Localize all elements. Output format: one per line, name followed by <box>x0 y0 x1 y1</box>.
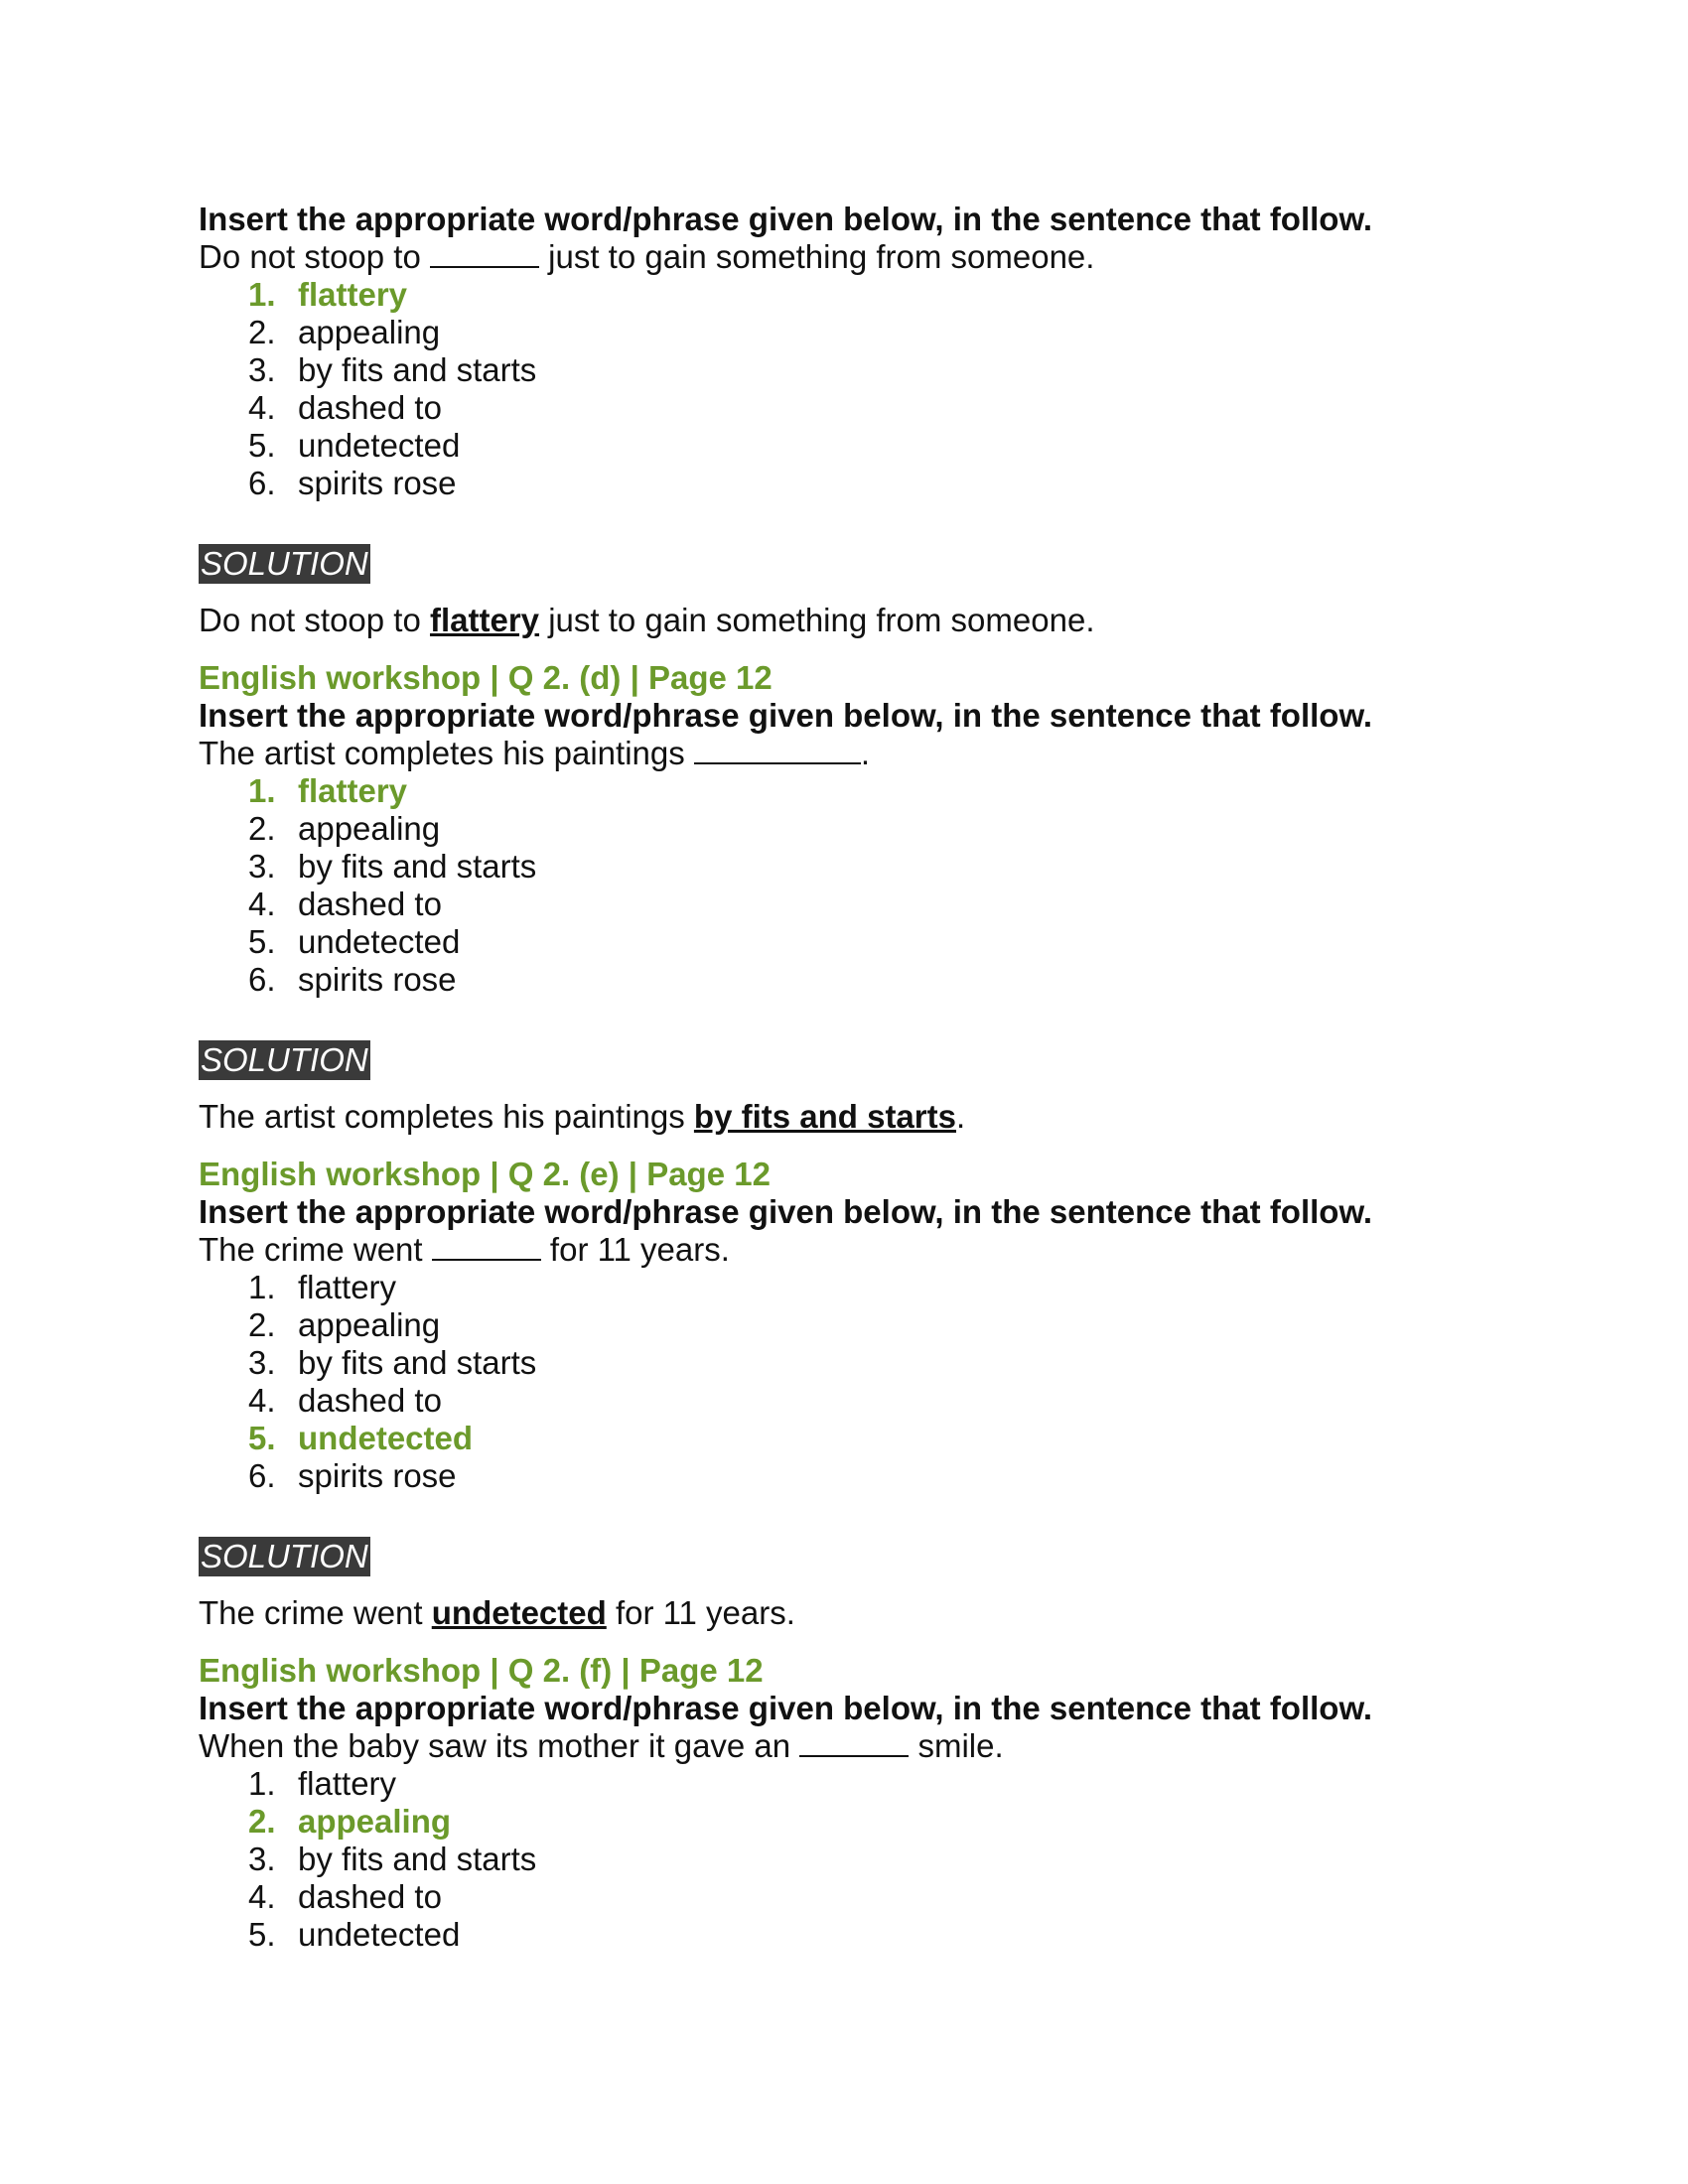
option-label: undetected <box>298 1916 461 1953</box>
option-label: undetected <box>298 923 461 960</box>
options-list <box>199 1765 1489 1954</box>
options-list <box>199 276 1489 502</box>
question-text-after: for 11 years. <box>540 1231 730 1268</box>
option-number: 4. <box>248 389 276 426</box>
option-item <box>248 1841 1489 1878</box>
option-label: appealing <box>298 314 441 350</box>
question-sentence <box>199 238 1489 276</box>
option-item <box>248 1382 1489 1420</box>
option-item <box>248 389 1489 427</box>
option-item <box>248 427 1489 465</box>
option-number: 2. <box>248 1803 276 1840</box>
question-block <box>199 201 1489 659</box>
option-label: flattery <box>298 276 408 313</box>
option-item <box>248 465 1489 502</box>
question-text-before: The crime went <box>199 1231 432 1268</box>
option-number: 2. <box>248 1306 276 1343</box>
solution-label: SOLUTION <box>201 1041 368 1078</box>
option-label: flattery <box>298 1269 397 1305</box>
option-number: 3. <box>248 351 276 388</box>
answer-blank <box>799 1727 909 1757</box>
instruction-text: Insert the appropriate word/phrase given below, in the sentence that follow. <box>199 697 1373 734</box>
option-label: flattery <box>298 1765 397 1802</box>
options-list <box>199 772 1489 999</box>
option-number: 4. <box>248 886 276 922</box>
option-label: dashed to <box>298 389 442 426</box>
question-text-after: just to gain something from someone. <box>538 238 1095 275</box>
option-item <box>248 772 1489 810</box>
option-item <box>248 1878 1489 1916</box>
solution-label: SOLUTION <box>201 1538 368 1574</box>
option-number: 5. <box>248 1916 276 1953</box>
question-heading: English workshop | Q 2. (d) | Page 12 <box>199 659 773 696</box>
question-text-before: The artist completes his paintings <box>199 735 694 771</box>
option-label: appealing <box>298 810 441 847</box>
solution-text-before: Do not stoop to <box>199 602 430 638</box>
solution-sentence <box>199 1594 1489 1632</box>
option-item <box>248 1344 1489 1382</box>
solution-answer: undetected <box>431 1594 607 1631</box>
option-label: dashed to <box>298 1878 442 1915</box>
option-item <box>248 276 1489 314</box>
option-label: by fits and starts <box>298 1344 537 1381</box>
option-label: by fits and starts <box>298 1841 537 1877</box>
answer-blank <box>430 238 539 268</box>
option-number: 3. <box>248 1841 276 1877</box>
option-label: undetected <box>298 1420 474 1456</box>
question-text-after: . <box>860 735 871 771</box>
question-block <box>199 1652 1489 1954</box>
instruction-text: Insert the appropriate word/phrase given below, in the sentence that follow. <box>199 1690 1373 1726</box>
option-label: appealing <box>298 1306 441 1343</box>
option-number: 1. <box>248 276 276 313</box>
solution-text-after: just to gain something from someone. <box>539 602 1095 638</box>
option-number: 6. <box>248 1457 276 1494</box>
option-item <box>248 1269 1489 1306</box>
answer-blank <box>432 1231 541 1261</box>
option-label: flattery <box>298 772 408 809</box>
option-label: by fits and starts <box>298 351 537 388</box>
question-sentence <box>199 735 1489 772</box>
question-text-before: Do not stoop to <box>199 238 430 275</box>
option-number: 4. <box>248 1878 276 1915</box>
option-number: 6. <box>248 465 276 501</box>
options-list <box>199 1269 1489 1495</box>
solution-answer: by fits and starts <box>693 1098 956 1135</box>
option-number: 3. <box>248 1344 276 1381</box>
option-item <box>248 1765 1489 1803</box>
question-text-before: When the baby saw its mother it gave an <box>199 1727 800 1764</box>
option-item <box>248 810 1489 848</box>
option-item <box>248 1803 1489 1841</box>
option-item <box>248 848 1489 886</box>
option-number: 3. <box>248 848 276 885</box>
option-item <box>248 1420 1489 1457</box>
question-sentence <box>199 1727 1489 1765</box>
question-heading: English workshop | Q 2. (f) | Page 12 <box>199 1652 764 1689</box>
option-item <box>248 1306 1489 1344</box>
solution-text-after: . <box>955 1098 966 1135</box>
worksheet-content <box>199 201 1489 1954</box>
option-item <box>248 923 1489 961</box>
option-number: 4. <box>248 1382 276 1419</box>
option-item <box>248 351 1489 389</box>
solution-text-before: The crime went <box>199 1594 432 1631</box>
option-item <box>248 1916 1489 1954</box>
option-label: spirits rose <box>298 961 457 998</box>
option-label: appealing <box>298 1803 452 1840</box>
solution-sentence <box>199 1098 1489 1136</box>
option-item <box>248 961 1489 999</box>
option-label: dashed to <box>298 1382 442 1419</box>
option-number: 6. <box>248 961 276 998</box>
instruction-text: Insert the appropriate word/phrase given below, in the sentence that follow. <box>199 1193 1373 1230</box>
answer-blank <box>694 735 861 764</box>
solution-text-after: for 11 years. <box>606 1594 795 1631</box>
option-label: undetected <box>298 427 461 464</box>
option-label: by fits and starts <box>298 848 537 885</box>
option-number: 5. <box>248 923 276 960</box>
question-text-after: smile. <box>909 1727 1004 1764</box>
option-item <box>248 314 1489 351</box>
solution-text-before: The artist completes his paintings <box>199 1098 694 1135</box>
solution-sentence <box>199 602 1489 639</box>
option-number: 1. <box>248 1765 276 1802</box>
option-number: 5. <box>248 427 276 464</box>
instruction-text: Insert the appropriate word/phrase given below, in the sentence that follow. <box>199 201 1373 237</box>
question-sentence <box>199 1231 1489 1269</box>
question-block <box>199 659 1489 1156</box>
option-item <box>248 886 1489 923</box>
option-number: 2. <box>248 810 276 847</box>
option-label: dashed to <box>298 886 442 922</box>
option-number: 1. <box>248 772 276 809</box>
question-heading: English workshop | Q 2. (e) | Page 12 <box>199 1156 771 1192</box>
option-label: spirits rose <box>298 465 457 501</box>
option-number: 2. <box>248 314 276 350</box>
option-label: spirits rose <box>298 1457 457 1494</box>
option-number: 1. <box>248 1269 276 1305</box>
question-block <box>199 1156 1489 1652</box>
solution-answer: flattery <box>429 602 540 638</box>
solution-label: SOLUTION <box>201 545 368 582</box>
option-number: 5. <box>248 1420 276 1456</box>
option-item <box>248 1457 1489 1495</box>
